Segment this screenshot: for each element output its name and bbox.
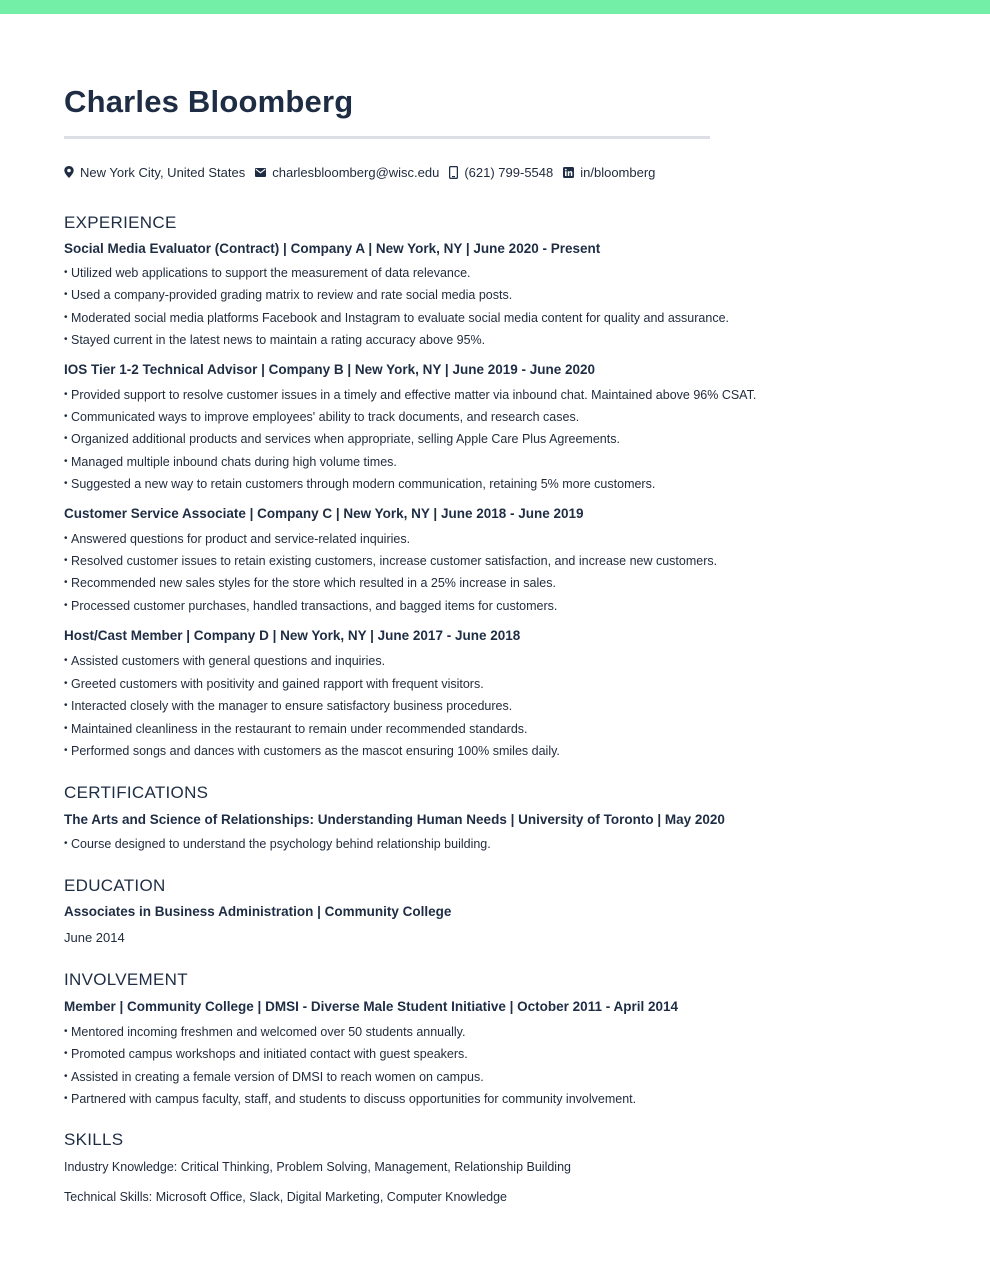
certification-title: The Arts and Science of Relationships: Understanding Human Needs | University of Toronto | May 2020 xyxy=(64,812,725,828)
involvement-section-title: INVOLVEMENT xyxy=(64,969,188,989)
name-divider xyxy=(64,136,710,139)
experience-entry-3-bullets xyxy=(64,528,944,618)
mail-icon xyxy=(255,168,266,177)
list-item: • Promoted campus workshops and initiated contact with guest speakers. xyxy=(64,1043,944,1065)
experience-entry-1-bullets xyxy=(64,262,944,352)
list-item: • Utilized web applications to support the measurement of data relevance. xyxy=(64,262,944,284)
list-item: • Assisted customers with general questions and inquiries. xyxy=(64,650,944,672)
linkedin-text: in/bloomberg xyxy=(580,164,656,180)
list-item: • Recommended new sales styles for the store which resulted in a 25% increase in sales. xyxy=(64,572,944,594)
top-accent-bar xyxy=(0,0,990,14)
certification-bullets xyxy=(64,833,944,855)
list-item: • Processed customer purchases, handled transactions, and bagged items for customers. xyxy=(64,595,944,617)
phone-text: (621) 799-5548 xyxy=(464,164,554,180)
location-text: New York City, United States xyxy=(80,164,246,180)
list-item: • Communicated ways to improve employees' ability to track documents, and research cases. xyxy=(64,406,944,428)
list-item: • Interacted closely with the manager to ensure satisfactory business procedures. xyxy=(64,695,944,717)
list-item: • Performed songs and dances with customers as the mascot ensuring 100% smiles daily. xyxy=(64,740,944,762)
skills-industry-knowledge: Industry Knowledge: Critical Thinking, Problem Solving, Management, Relationship Building xyxy=(64,1160,571,1175)
experience-entry-2-title: IOS Tier 1-2 Technical Advisor | Company B | New York, NY | June 2019 - June 2020 xyxy=(64,361,596,377)
involvement-title: Member | Community College | DMSI - Diverse Male Student Initiative | October 2011 - April 2014 xyxy=(64,998,678,1014)
skills-section-title: SKILLS xyxy=(64,1130,124,1150)
experience-entry-2-bullets xyxy=(64,384,944,496)
phone-icon xyxy=(449,166,458,179)
map-pin-icon xyxy=(64,166,74,178)
list-item: • Stayed current in the latest news to maintain a rating accuracy above 95%. xyxy=(64,329,944,351)
email-text: charlesbloomberg@wisc.edu xyxy=(272,164,440,180)
contact-location xyxy=(64,165,245,180)
contact-linkedin[interactable] xyxy=(563,165,655,180)
resume-page xyxy=(64,84,944,1206)
list-item: • Mentored incoming freshmen and welcomed over 50 students annually. xyxy=(64,1021,944,1043)
list-item: • Moderated social media platforms Facebook and Instagram to evaluate social media content for quality and assurance. xyxy=(64,307,944,329)
experience-entry-4-title: Host/Cast Member | Company D | New York, NY | June 2017 - June 2018 xyxy=(64,628,521,644)
list-item: • Partnered with campus faculty, staff, and students to discuss opportunities for community involvement. xyxy=(64,1088,944,1110)
list-item: • Resolved customer issues to retain existing customers, increase customer satisfaction, and increase new customers. xyxy=(64,550,944,572)
contact-bar xyxy=(64,163,944,181)
list-item: • Managed multiple inbound chats during high volume times. xyxy=(64,451,944,473)
list-item: • Assisted in creating a female version of DMSI to reach women on campus. xyxy=(64,1066,944,1088)
education-date: June 2014 xyxy=(64,929,125,945)
experience-entry-4-bullets xyxy=(64,650,944,762)
list-item: • Organized additional products and services when appropriate, selling Apple Care Plus Agreements. xyxy=(64,428,944,450)
experience-entry-3-title: Customer Service Associate | Company C | New York, NY | June 2018 - June 2019 xyxy=(64,505,584,521)
list-item: • Greeted customers with positivity and gained rapport with frequent visitors. xyxy=(64,673,944,695)
list-item: • Answered questions for product and service-related inquiries. xyxy=(64,528,944,550)
experience-entry-1-title: Social Media Evaluator (Contract) | Company A | New York, NY | June 2020 - Present xyxy=(64,241,601,256)
list-item: • Provided support to resolve customer issues in a timely and effective matter via inbound chat. Maintained above 96% CSAT. xyxy=(64,384,944,406)
list-item: • Maintained cleanliness in the restaurant to remain under recommended standards. xyxy=(64,718,944,740)
contact-phone[interactable] xyxy=(449,165,553,180)
involvement-bullets xyxy=(64,1021,944,1111)
linkedin-icon xyxy=(563,167,574,178)
list-item: • Suggested a new way to retain customers through modern communication, retaining 5% more customers. xyxy=(64,473,944,495)
education-title: Associates in Business Administration | Community College xyxy=(64,903,452,919)
skills-technical: Technical Skills: Microsoft Office, Slack, Digital Marketing, Computer Knowledge xyxy=(64,1190,507,1205)
contact-email[interactable] xyxy=(255,165,439,180)
candidate-name: Charles Bloomberg xyxy=(64,84,354,119)
list-item: • Used a company-provided grading matrix to review and rate social media posts. xyxy=(64,284,944,306)
experience-section-title: EXPERIENCE xyxy=(64,213,177,232)
education-section-title: EDUCATION xyxy=(64,875,166,895)
certifications-section-title: CERTIFICATIONS xyxy=(64,783,209,803)
list-item: • Course designed to understand the psychology behind relationship building. xyxy=(64,833,944,855)
